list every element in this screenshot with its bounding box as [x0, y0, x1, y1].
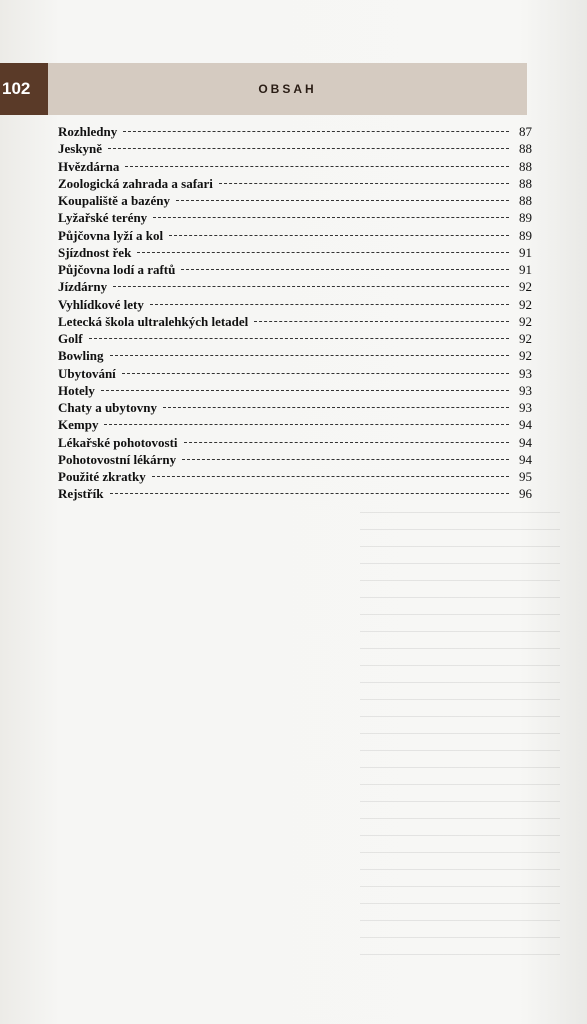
- dot-leader: [181, 269, 509, 270]
- dot-leader: [184, 442, 509, 443]
- toc-entry: [58, 176, 532, 193]
- dot-leader: [150, 304, 509, 305]
- toc-entry: [58, 314, 532, 331]
- toc-entry: [58, 435, 532, 452]
- toc-entry-label: Použité zkratky: [58, 469, 146, 484]
- toc-entry-label: Lyžařské terény: [58, 210, 148, 226]
- toc-entry-label: Lékařské pohotovosti: [58, 434, 178, 450]
- page-title: OBSAH: [258, 82, 317, 96]
- dot-leader: [123, 131, 509, 132]
- dot-leader: [110, 493, 510, 494]
- toc-entry-label: Jízdárny: [58, 279, 108, 295]
- toc-entry-label: Půjčovna lodí a raftů: [58, 262, 176, 277]
- dot-leader: [101, 390, 509, 391]
- toc-entry: [58, 331, 532, 348]
- toc-entry: [58, 159, 532, 176]
- toc-entry: [58, 210, 532, 227]
- dot-leader: [153, 217, 509, 218]
- toc-entry: [58, 486, 532, 503]
- toc-entry: [58, 124, 532, 141]
- toc-entry: [58, 452, 532, 469]
- dot-leader: [122, 373, 509, 374]
- toc-entry-page: 88: [519, 193, 532, 208]
- dot-leader: [254, 321, 509, 322]
- toc-entry-page: 93: [519, 400, 532, 415]
- dot-leader: [137, 252, 509, 253]
- dot-leader: [169, 235, 509, 236]
- toc-entry: [58, 262, 532, 279]
- toc-entry-page: 93: [519, 365, 532, 381]
- dot-leader: [182, 459, 509, 460]
- dot-leader: [104, 424, 509, 425]
- toc-entry: [58, 400, 532, 417]
- toc-entry-page: 88: [519, 158, 532, 174]
- toc-entry: [58, 348, 532, 365]
- toc-entry-page: 94: [519, 417, 532, 433]
- toc-entry-page: 94: [519, 451, 532, 467]
- toc-entry-page: 88: [519, 141, 532, 157]
- toc-entry-label: Chaty a ubytovny: [58, 400, 157, 415]
- toc-entry: [58, 141, 532, 158]
- toc-entry-label: Bowling: [58, 348, 104, 364]
- toc-entry-label: Jeskyně: [58, 141, 103, 157]
- toc-entry-page: 92: [519, 348, 532, 364]
- dot-leader: [176, 200, 509, 201]
- toc-entry-label: Zoologická zahrada a safari: [58, 175, 213, 191]
- dot-leader: [89, 338, 509, 339]
- toc-entry-page: 96: [519, 486, 532, 502]
- toc-entry-label: Pohotovostní lékárny: [58, 451, 177, 467]
- dot-leader: [163, 407, 509, 408]
- toc-entry: [58, 469, 532, 486]
- show-through-shadow: [360, 500, 560, 970]
- toc-entry-page: 89: [519, 210, 532, 226]
- table-of-contents: [58, 124, 532, 504]
- toc-entry-page: 95: [519, 469, 532, 484]
- toc-entry-page: 88: [519, 175, 532, 191]
- toc-entry-label: Hotely: [58, 382, 95, 398]
- toc-entry-label: Hvězdárna: [58, 158, 120, 174]
- toc-entry: [58, 193, 532, 210]
- toc-entry: [58, 228, 532, 245]
- toc-entry: [58, 366, 532, 383]
- toc-entry-label: Ubytování: [58, 365, 116, 381]
- toc-entry: [58, 383, 532, 400]
- dot-leader: [110, 355, 509, 356]
- toc-entry-label: Rozhledny: [58, 124, 118, 139]
- toc-entry-label: Letecká škola ultralehkých letadel: [58, 313, 249, 329]
- toc-entry-label: Sjízdnost řek: [58, 244, 132, 260]
- dot-leader: [113, 286, 509, 287]
- toc-entry: [58, 297, 532, 314]
- toc-entry-page: 92: [519, 313, 532, 329]
- toc-entry: [58, 417, 532, 434]
- toc-entry-page: 92: [519, 296, 532, 312]
- dot-leader: [125, 166, 509, 167]
- toc-entry-label: Rejstřík: [58, 486, 104, 502]
- toc-entry-label: Vyhlídkové lety: [58, 296, 144, 312]
- toc-entry-page: 91: [519, 262, 532, 277]
- toc-entry-page: 92: [519, 279, 532, 295]
- dot-leader: [108, 148, 509, 149]
- toc-entry-page: 91: [519, 244, 532, 260]
- toc-entry-page: 89: [519, 227, 532, 243]
- toc-entry-page: 93: [519, 382, 532, 398]
- toc-entry-label: Půjčovna lyží a kol: [58, 227, 164, 243]
- toc-entry-label: Kempy: [58, 417, 99, 433]
- toc-entry-page: 92: [519, 331, 532, 346]
- toc-entry: [58, 245, 532, 262]
- toc-entry-label: Koupaliště a bazény: [58, 193, 170, 208]
- toc-entry-page: 87: [519, 124, 532, 139]
- page-number: 102: [0, 63, 48, 115]
- dot-leader: [219, 183, 509, 184]
- toc-entry: [58, 279, 532, 296]
- dot-leader: [152, 476, 509, 477]
- toc-entry-label: Golf: [58, 331, 83, 346]
- toc-entry-page: 94: [519, 434, 532, 450]
